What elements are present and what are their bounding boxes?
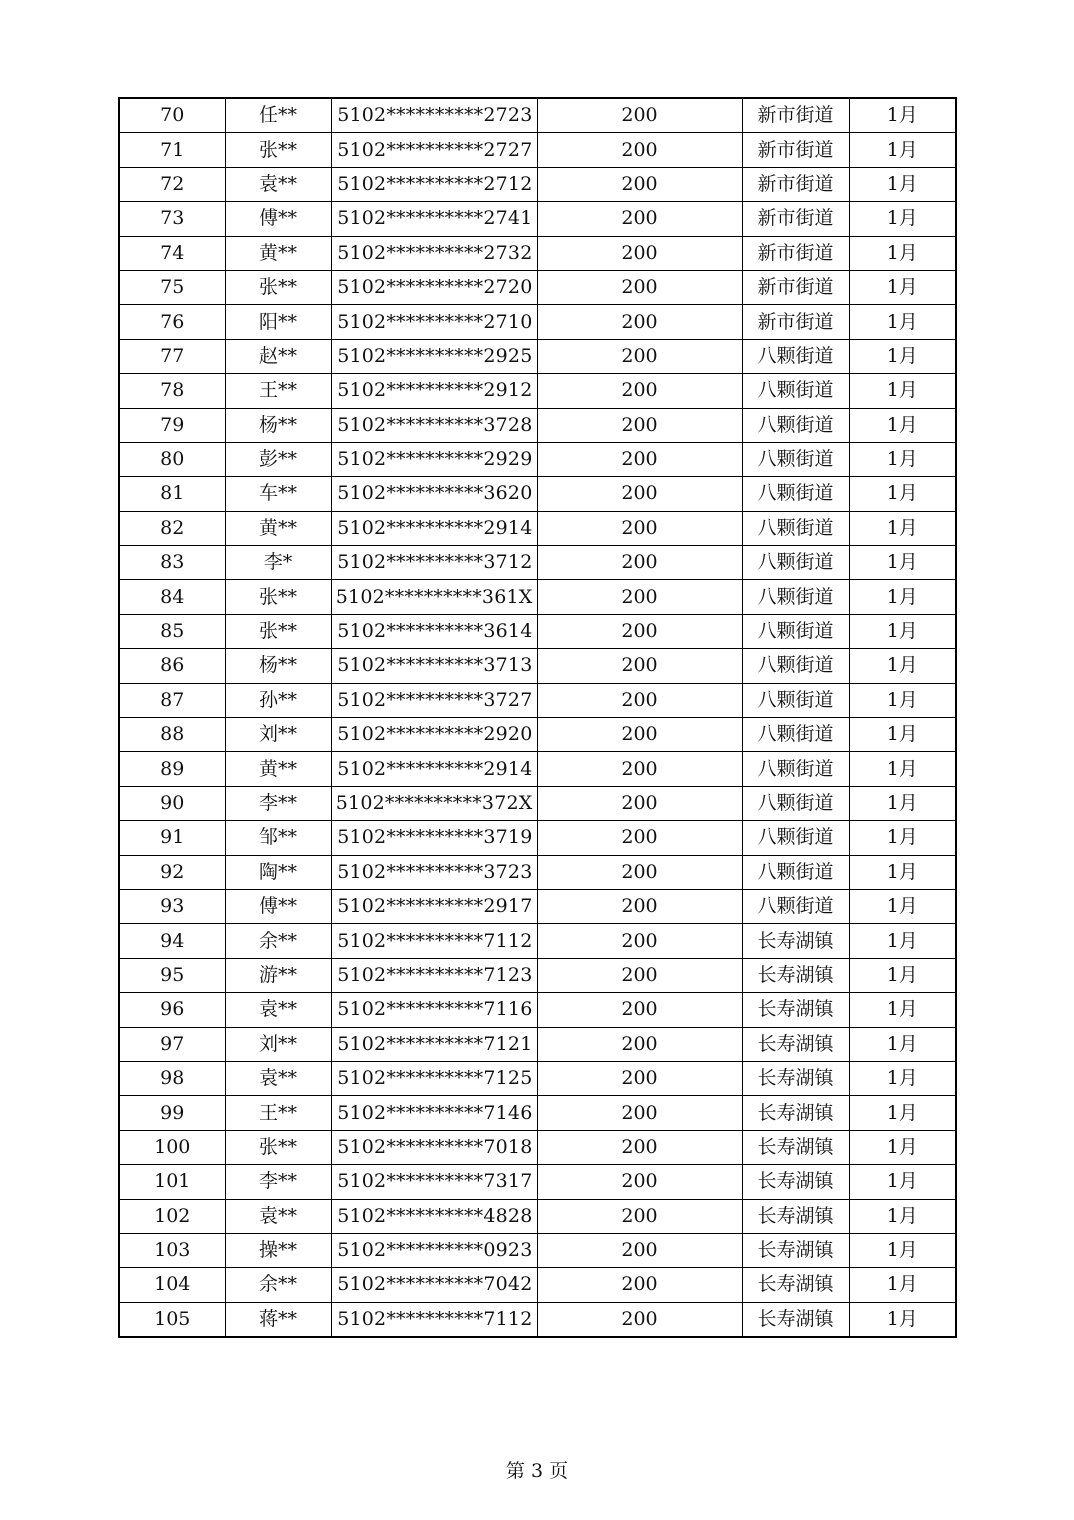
amount-cell: 200: [537, 339, 742, 373]
row-number-cell: 86: [119, 649, 225, 683]
month-cell: 1月: [849, 305, 956, 339]
id-number-cell: 5102**********2929: [331, 442, 537, 476]
id-number-cell: 5102**********3620: [331, 477, 537, 511]
table-row: [119, 1199, 956, 1233]
name-cell: 车**: [225, 477, 331, 511]
amount-cell: 200: [537, 1061, 742, 1095]
amount-cell: 200: [537, 270, 742, 304]
table-row: [119, 236, 956, 270]
table-row: [119, 649, 956, 683]
name-cell: 袁**: [225, 1061, 331, 1095]
street-cell: 新市街道: [742, 202, 849, 236]
street-cell: 新市街道: [742, 236, 849, 270]
id-number-cell: 5102**********2917: [331, 889, 537, 923]
amount-cell: 200: [537, 1027, 742, 1061]
amount-cell: 200: [537, 993, 742, 1027]
amount-cell: 200: [537, 442, 742, 476]
table-row: [119, 958, 956, 992]
month-cell: 1月: [849, 1165, 956, 1199]
id-number-cell: 5102**********7042: [331, 1268, 537, 1302]
id-number-cell: 5102**********3712: [331, 546, 537, 580]
name-cell: 余**: [225, 1268, 331, 1302]
month-cell: 1月: [849, 1061, 956, 1095]
month-cell: 1月: [849, 546, 956, 580]
amount-cell: 200: [537, 718, 742, 752]
amount-cell: 200: [537, 855, 742, 889]
id-number-cell: 5102**********3713: [331, 649, 537, 683]
row-number-cell: 83: [119, 546, 225, 580]
row-number-cell: 73: [119, 202, 225, 236]
month-cell: 1月: [849, 821, 956, 855]
month-cell: 1月: [849, 855, 956, 889]
amount-cell: 200: [537, 1302, 742, 1337]
id-number-cell: 5102**********2912: [331, 374, 537, 408]
table-row: [119, 1061, 956, 1095]
name-cell: 王**: [225, 374, 331, 408]
street-cell: 长寿湖镇: [742, 1199, 849, 1233]
amount-cell: 200: [537, 511, 742, 545]
id-number-cell: 5102**********7317: [331, 1165, 537, 1199]
street-cell: 八颗街道: [742, 786, 849, 820]
name-cell: 游**: [225, 958, 331, 992]
name-cell: 彭**: [225, 442, 331, 476]
table-row: [119, 580, 956, 614]
row-number-cell: 88: [119, 718, 225, 752]
id-number-cell: 5102**********7112: [331, 1302, 537, 1337]
table-row: [119, 202, 956, 236]
street-cell: 八颗街道: [742, 752, 849, 786]
row-number-cell: 76: [119, 305, 225, 339]
month-cell: 1月: [849, 1096, 956, 1130]
amount-cell: 200: [537, 133, 742, 167]
table-row: [119, 546, 956, 580]
street-cell: 新市街道: [742, 98, 849, 133]
table-row: [119, 1165, 956, 1199]
amount-cell: 200: [537, 1130, 742, 1164]
name-cell: 傅**: [225, 889, 331, 923]
street-cell: 长寿湖镇: [742, 1130, 849, 1164]
row-number-cell: 105: [119, 1302, 225, 1337]
amount-cell: 200: [537, 1199, 742, 1233]
row-number-cell: 104: [119, 1268, 225, 1302]
table-row: [119, 786, 956, 820]
month-cell: 1月: [849, 649, 956, 683]
id-number-cell: 5102**********3614: [331, 614, 537, 648]
page-number: 第 3 页: [505, 1460, 569, 1482]
row-number-cell: 80: [119, 442, 225, 476]
row-number-cell: 92: [119, 855, 225, 889]
roster-table-body: [119, 98, 956, 1337]
street-cell: 八颗街道: [742, 821, 849, 855]
street-cell: 长寿湖镇: [742, 1061, 849, 1095]
name-cell: 余**: [225, 924, 331, 958]
table-row: [119, 477, 956, 511]
name-cell: 刘**: [225, 718, 331, 752]
street-cell: 八颗街道: [742, 889, 849, 923]
street-cell: 八颗街道: [742, 442, 849, 476]
row-number-cell: 85: [119, 614, 225, 648]
amount-cell: 200: [537, 786, 742, 820]
row-number-cell: 94: [119, 924, 225, 958]
table-row: [119, 270, 956, 304]
id-number-cell: 5102**********7018: [331, 1130, 537, 1164]
id-number-cell: 5102**********7121: [331, 1027, 537, 1061]
amount-cell: 200: [537, 202, 742, 236]
month-cell: 1月: [849, 202, 956, 236]
table-row: [119, 683, 956, 717]
month-cell: 1月: [849, 167, 956, 201]
amount-cell: 200: [537, 889, 742, 923]
month-cell: 1月: [849, 442, 956, 476]
amount-cell: 200: [537, 1096, 742, 1130]
name-cell: 杨**: [225, 408, 331, 442]
street-cell: 新市街道: [742, 270, 849, 304]
month-cell: 1月: [849, 786, 956, 820]
street-cell: 长寿湖镇: [742, 1268, 849, 1302]
month-cell: 1月: [849, 339, 956, 373]
table-row: [119, 1130, 956, 1164]
table-row: [119, 752, 956, 786]
id-number-cell: 5102**********2920: [331, 718, 537, 752]
month-cell: 1月: [849, 1130, 956, 1164]
amount-cell: 200: [537, 821, 742, 855]
id-number-cell: 5102**********2914: [331, 511, 537, 545]
row-number-cell: 99: [119, 1096, 225, 1130]
name-cell: 袁**: [225, 1199, 331, 1233]
row-number-cell: 93: [119, 889, 225, 923]
month-cell: 1月: [849, 98, 956, 133]
month-cell: 1月: [849, 958, 956, 992]
id-number-cell: 5102**********0923: [331, 1233, 537, 1267]
row-number-cell: 79: [119, 408, 225, 442]
amount-cell: 200: [537, 477, 742, 511]
street-cell: 新市街道: [742, 133, 849, 167]
id-number-cell: 5102**********2712: [331, 167, 537, 201]
name-cell: 赵**: [225, 339, 331, 373]
street-cell: 八颗街道: [742, 718, 849, 752]
street-cell: 八颗街道: [742, 580, 849, 614]
street-cell: 八颗街道: [742, 408, 849, 442]
amount-cell: 200: [537, 167, 742, 201]
street-cell: 八颗街道: [742, 546, 849, 580]
id-number-cell: 5102**********2720: [331, 270, 537, 304]
street-cell: 长寿湖镇: [742, 1027, 849, 1061]
table-row: [119, 305, 956, 339]
table-row: [119, 993, 956, 1027]
month-cell: 1月: [849, 1233, 956, 1267]
table-row: [119, 924, 956, 958]
id-number-cell: 5102**********2925: [331, 339, 537, 373]
street-cell: 长寿湖镇: [742, 993, 849, 1027]
street-cell: 长寿湖镇: [742, 1165, 849, 1199]
month-cell: 1月: [849, 1268, 956, 1302]
table-row: [119, 1027, 956, 1061]
row-number-cell: 87: [119, 683, 225, 717]
name-cell: 杨**: [225, 649, 331, 683]
row-number-cell: 84: [119, 580, 225, 614]
month-cell: 1月: [849, 614, 956, 648]
row-number-cell: 103: [119, 1233, 225, 1267]
name-cell: 李*: [225, 546, 331, 580]
street-cell: 八颗街道: [742, 339, 849, 373]
id-number-cell: 5102**********2727: [331, 133, 537, 167]
table-row: [119, 167, 956, 201]
id-number-cell: 5102**********7116: [331, 993, 537, 1027]
month-cell: 1月: [849, 1199, 956, 1233]
street-cell: 长寿湖镇: [742, 958, 849, 992]
street-cell: 长寿湖镇: [742, 1302, 849, 1337]
row-number-cell: 71: [119, 133, 225, 167]
table-row: [119, 718, 956, 752]
table-row: [119, 821, 956, 855]
table-row: [119, 374, 956, 408]
amount-cell: 200: [537, 98, 742, 133]
id-number-cell: 5102**********3719: [331, 821, 537, 855]
table-row: [119, 855, 956, 889]
month-cell: 1月: [849, 408, 956, 442]
amount-cell: 200: [537, 683, 742, 717]
amount-cell: 200: [537, 614, 742, 648]
id-number-cell: 5102**********2914: [331, 752, 537, 786]
amount-cell: 200: [537, 1165, 742, 1199]
id-number-cell: 5102**********3727: [331, 683, 537, 717]
name-cell: 阳**: [225, 305, 331, 339]
table-row: [119, 339, 956, 373]
id-number-cell: 5102**********3723: [331, 855, 537, 889]
table-row: [119, 442, 956, 476]
name-cell: 张**: [225, 133, 331, 167]
id-number-cell: 5102**********372X: [331, 786, 537, 820]
month-cell: 1月: [849, 889, 956, 923]
id-number-cell: 5102**********2741: [331, 202, 537, 236]
roster-table: [118, 97, 957, 1338]
name-cell: 孙**: [225, 683, 331, 717]
id-number-cell: 5102**********7123: [331, 958, 537, 992]
amount-cell: 200: [537, 958, 742, 992]
street-cell: 八颗街道: [742, 649, 849, 683]
street-cell: 八颗街道: [742, 511, 849, 545]
id-number-cell: 5102**********361X: [331, 580, 537, 614]
amount-cell: 200: [537, 1268, 742, 1302]
month-cell: 1月: [849, 1302, 956, 1337]
month-cell: 1月: [849, 580, 956, 614]
name-cell: 王**: [225, 1096, 331, 1130]
name-cell: 袁**: [225, 993, 331, 1027]
row-number-cell: 72: [119, 167, 225, 201]
table-row: [119, 511, 956, 545]
name-cell: 黄**: [225, 236, 331, 270]
month-cell: 1月: [849, 133, 956, 167]
month-cell: 1月: [849, 374, 956, 408]
month-cell: 1月: [849, 236, 956, 270]
id-number-cell: 5102**********3728: [331, 408, 537, 442]
name-cell: 黄**: [225, 752, 331, 786]
name-cell: 操**: [225, 1233, 331, 1267]
amount-cell: 200: [537, 924, 742, 958]
name-cell: 傅**: [225, 202, 331, 236]
table-row: [119, 1233, 956, 1267]
row-number-cell: 102: [119, 1199, 225, 1233]
row-number-cell: 89: [119, 752, 225, 786]
amount-cell: 200: [537, 1233, 742, 1267]
month-cell: 1月: [849, 683, 956, 717]
amount-cell: 200: [537, 408, 742, 442]
month-cell: 1月: [849, 1027, 956, 1061]
row-number-cell: 75: [119, 270, 225, 304]
street-cell: 八颗街道: [742, 477, 849, 511]
amount-cell: 200: [537, 649, 742, 683]
name-cell: 蒋**: [225, 1302, 331, 1337]
street-cell: 八颗街道: [742, 614, 849, 648]
month-cell: 1月: [849, 993, 956, 1027]
name-cell: 张**: [225, 614, 331, 648]
table-row: [119, 1302, 956, 1337]
month-cell: 1月: [849, 270, 956, 304]
amount-cell: 200: [537, 546, 742, 580]
amount-cell: 200: [537, 580, 742, 614]
amount-cell: 200: [537, 752, 742, 786]
row-number-cell: 78: [119, 374, 225, 408]
street-cell: 八颗街道: [742, 855, 849, 889]
month-cell: 1月: [849, 924, 956, 958]
street-cell: 新市街道: [742, 167, 849, 201]
name-cell: 李**: [225, 786, 331, 820]
row-number-cell: 70: [119, 98, 225, 133]
name-cell: 刘**: [225, 1027, 331, 1061]
id-number-cell: 5102**********7146: [331, 1096, 537, 1130]
id-number-cell: 5102**********2723: [331, 98, 537, 133]
row-number-cell: 101: [119, 1165, 225, 1199]
street-cell: 长寿湖镇: [742, 1096, 849, 1130]
row-number-cell: 91: [119, 821, 225, 855]
amount-cell: 200: [537, 236, 742, 270]
row-number-cell: 82: [119, 511, 225, 545]
month-cell: 1月: [849, 477, 956, 511]
row-number-cell: 81: [119, 477, 225, 511]
id-number-cell: 5102**********7112: [331, 924, 537, 958]
table-row: [119, 614, 956, 648]
row-number-cell: 74: [119, 236, 225, 270]
name-cell: 张**: [225, 1130, 331, 1164]
row-number-cell: 98: [119, 1061, 225, 1095]
amount-cell: 200: [537, 374, 742, 408]
table-row: [119, 1096, 956, 1130]
row-number-cell: 96: [119, 993, 225, 1027]
id-number-cell: 5102**********7125: [331, 1061, 537, 1095]
street-cell: 长寿湖镇: [742, 1233, 849, 1267]
month-cell: 1月: [849, 752, 956, 786]
street-cell: 长寿湖镇: [742, 924, 849, 958]
name-cell: 袁**: [225, 167, 331, 201]
id-number-cell: 5102**********2710: [331, 305, 537, 339]
row-number-cell: 95: [119, 958, 225, 992]
name-cell: 黄**: [225, 511, 331, 545]
name-cell: 任**: [225, 98, 331, 133]
month-cell: 1月: [849, 511, 956, 545]
name-cell: 张**: [225, 270, 331, 304]
street-cell: 八颗街道: [742, 374, 849, 408]
table-row: [119, 889, 956, 923]
row-number-cell: 97: [119, 1027, 225, 1061]
row-number-cell: 77: [119, 339, 225, 373]
name-cell: 张**: [225, 580, 331, 614]
row-number-cell: 90: [119, 786, 225, 820]
table-row: [119, 133, 956, 167]
table-row: [119, 1268, 956, 1302]
table-row: [119, 408, 956, 442]
name-cell: 陶**: [225, 855, 331, 889]
street-cell: 新市街道: [742, 305, 849, 339]
month-cell: 1月: [849, 718, 956, 752]
row-number-cell: 100: [119, 1130, 225, 1164]
id-number-cell: 5102**********2732: [331, 236, 537, 270]
street-cell: 八颗街道: [742, 683, 849, 717]
name-cell: 邹**: [225, 821, 331, 855]
name-cell: 李**: [225, 1165, 331, 1199]
amount-cell: 200: [537, 305, 742, 339]
table-row: [119, 98, 956, 133]
id-number-cell: 5102**********4828: [331, 1199, 537, 1233]
